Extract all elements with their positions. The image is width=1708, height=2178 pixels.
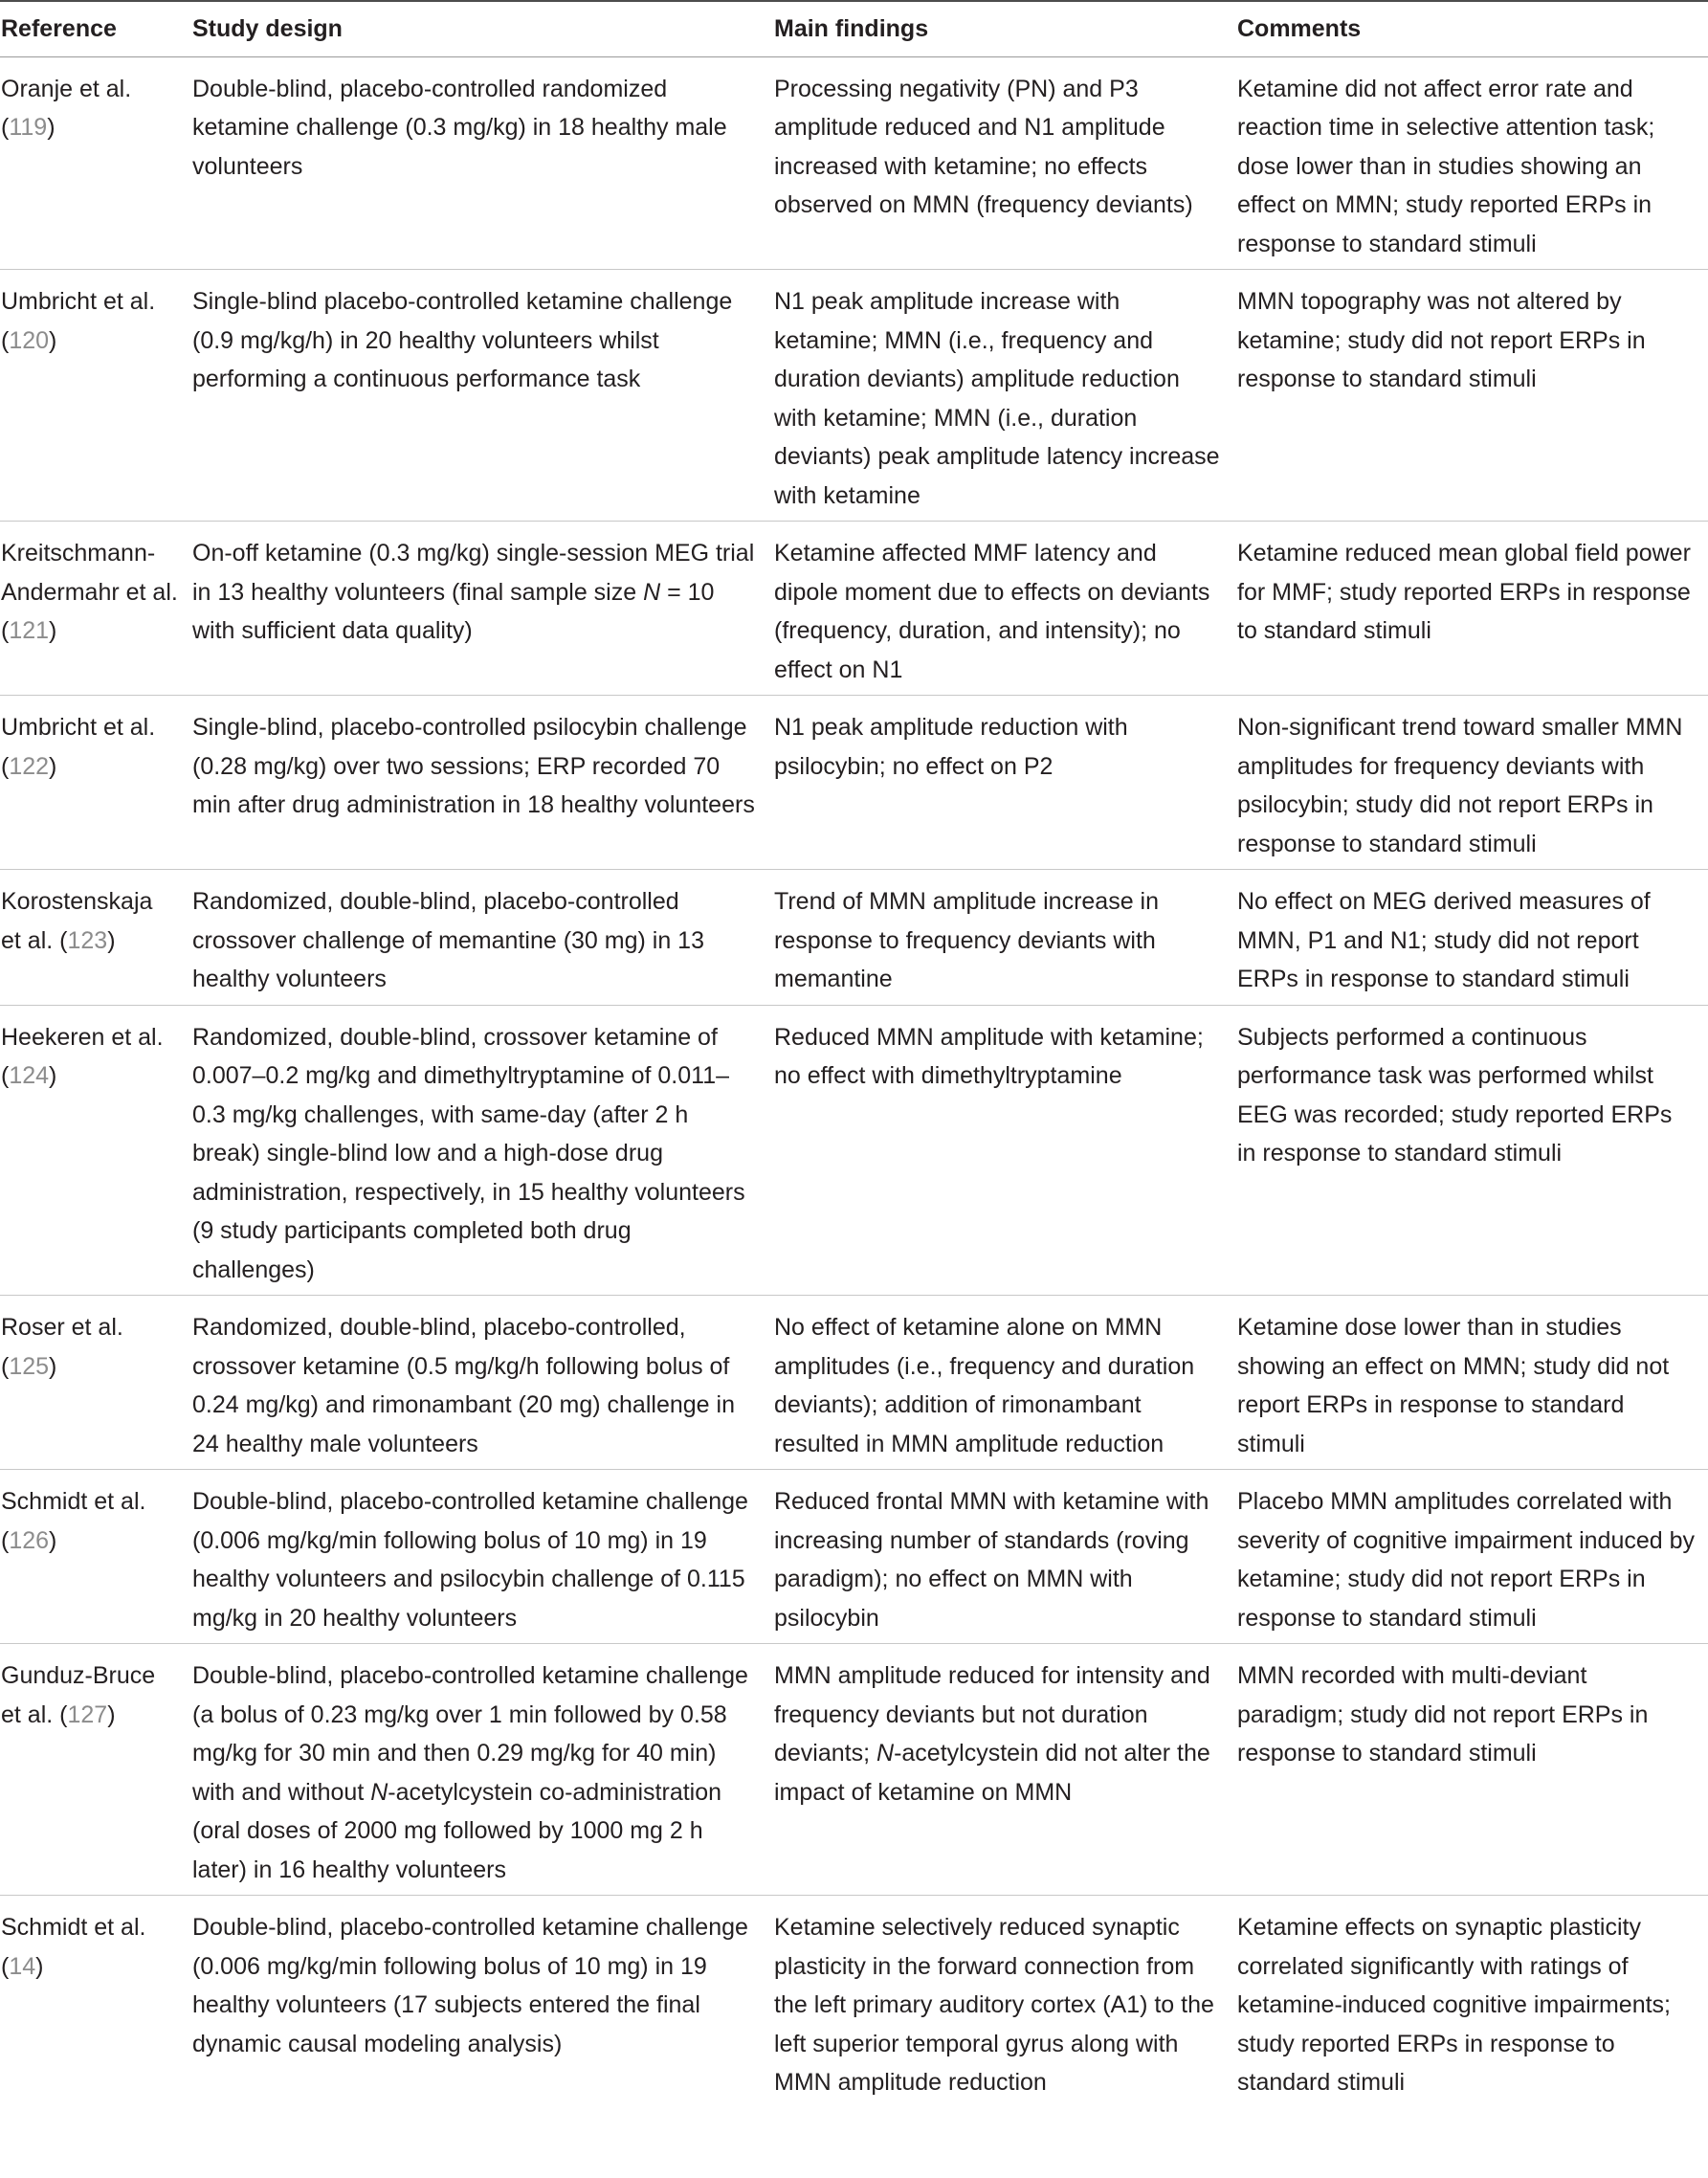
ref-link[interactable]: 123 xyxy=(67,926,108,954)
ref-close: ) xyxy=(49,617,57,644)
table-row xyxy=(0,1296,1708,1470)
ref-author: Kreitschmann-Andermahr et al. xyxy=(1,540,178,606)
ref-open: ( xyxy=(1,617,10,644)
ref-author: Umbricht et al. xyxy=(1,714,156,741)
reference-cell xyxy=(0,1470,191,1644)
reference-cell xyxy=(0,56,191,270)
ref-link[interactable]: 122 xyxy=(9,752,50,780)
design-text-post: = 10 with sufficient data quality) xyxy=(192,578,715,644)
study-design-cell: Randomized, double-blind, crossover ketamine of 0.007–0.2 mg/kg and dimethyltryptamine of 0.011–0.3 mg/kg challenges, with same-day (after 2 h break) single-blind low and a high-dose drug administration, respectively, in 15 healthy volunteers (9 study participants completed both drug challenges) xyxy=(191,1005,773,1296)
comments-cell: MMN recorded with multi-deviant paradigm; study did not report ERPs in response to standard stimuli xyxy=(1236,1644,1708,1896)
main-findings-cell: No effect of ketamine alone on MMN amplitudes (i.e., frequency and duration deviants); addition of rimonambant resulted in MMN amplitude reduction xyxy=(773,1296,1236,1470)
ref-link[interactable]: 126 xyxy=(9,1526,50,1554)
reference-cell xyxy=(0,1296,191,1470)
reference-cell xyxy=(0,696,191,870)
header-reference: Reference xyxy=(0,1,191,56)
ref-open: ( xyxy=(59,926,68,954)
study-design-cell: Double-blind, placebo-controlled ketamine challenge (0.006 mg/kg/min following bolus of 10 mg) in 19 healthy volunteers (17 subjects entered the final dynamic causal modeling analysis) xyxy=(192,1914,748,2057)
study-design-cell: Single-blind, placebo-controlled psilocybin challenge (0.28 mg/kg) over two sessions; ERP recorded 70 min after drug administration in 18 healthy volunteers xyxy=(191,696,773,870)
ref-close: ) xyxy=(49,752,57,780)
design-text-italic: N xyxy=(643,578,661,606)
table-row xyxy=(0,1896,1708,2108)
ref-open: ( xyxy=(1,1352,10,1380)
main-findings-cell: N1 peak amplitude reduction with psilocybin; no effect on P2 xyxy=(773,696,1236,870)
ref-author: Oranje et al. xyxy=(1,75,132,102)
header-study-design: Study design xyxy=(191,1,773,56)
study-design-cell: Randomized, double-blind, placebo-controlled crossover challenge of memantine (30 mg) in 13 healthy volunteers xyxy=(191,870,773,1006)
ref-author: Gunduz-Bruce et al. xyxy=(1,1662,156,1728)
main-findings-cell: Processing negativity (PN) and P3 amplitude reduced and N1 amplitude increased with ketamine; no effects observed on MMN (frequency deviants) xyxy=(773,56,1236,270)
main-findings-cell: Reduced frontal MMN with ketamine with increasing number of standards (roving paradigm); no effect on MMN with psilocybin xyxy=(773,1470,1236,1644)
table-row xyxy=(0,1005,1708,1296)
reference-cell xyxy=(0,1896,191,2108)
comments-cell: Ketamine did not affect error rate and reaction time in selective attention task; dose lower than in studies showing an effect on MMN; study reported ERPs in response to standard stimuli xyxy=(1236,56,1708,270)
ref-close: ) xyxy=(47,114,55,141)
findings-text-italic: N xyxy=(876,1740,895,1767)
comments-cell: Subjects performed a continuous performance task was performed whilst EEG was recorded; study reported ERPs in response to standard stimuli xyxy=(1236,1005,1708,1296)
ref-open: ( xyxy=(59,1700,68,1728)
ref-author: Heekeren et al. xyxy=(1,1023,164,1051)
ref-close: ) xyxy=(49,1352,57,1380)
study-design-cell: Randomized, double-blind, placebo-controlled, crossover ketamine (0.5 mg/kg/h following bolus of 0.24 mg/kg) and rimonambant (20 mg) challenge in 24 healthy male volunteers xyxy=(191,1296,773,1470)
table-body xyxy=(0,56,1708,2108)
design-text-pre: On-off ketamine (0.3 mg/kg) single-session MEG trial in 13 healthy volunteers (final sample size xyxy=(192,540,755,606)
ref-open: ( xyxy=(1,114,10,141)
ref-close: ) xyxy=(107,1700,116,1728)
ref-open: ( xyxy=(1,1526,10,1554)
ref-link[interactable]: 120 xyxy=(9,326,50,354)
table-row xyxy=(0,56,1708,270)
study-design-cell: Double-blind, placebo-controlled ketamine challenge (0.006 mg/kg/min following bolus of 10 mg) in 19 healthy volunteers and psilocybin challenge of 0.115 mg/kg in 20 healthy volunteers xyxy=(191,1470,773,1644)
comments-cell: Ketamine reduced mean global field power for MMF; study reported ERPs in response to standard stimuli xyxy=(1236,522,1708,696)
comments-cell: No effect on MEG derived measures of MMN, P1 and N1; study did not report ERPs in response to standard stimuli xyxy=(1236,870,1708,1006)
ref-link[interactable]: 125 xyxy=(9,1352,50,1380)
ref-author: Roser et al. xyxy=(1,1314,123,1341)
ref-open: ( xyxy=(1,326,10,354)
design-text-italic: N xyxy=(370,1778,388,1806)
main-findings-cell xyxy=(773,1644,1236,1896)
comments-cell: Placebo MMN amplitudes correlated with severity of cognitive impairment induced by ketamine; study did not report ERPs in response to standard stimuli xyxy=(1236,1470,1708,1644)
design-text-pre: Double-blind, placebo-controlled ketamine challenge (a bolus of 0.23 mg/kg over 1 min followed by 0.58 mg/kg for 30 min and then 0.29 mg/kg for 40 min) with and without xyxy=(192,1662,748,1806)
ref-open: ( xyxy=(1,1062,10,1089)
reference-cell xyxy=(0,870,191,1006)
ref-close: ) xyxy=(35,1952,44,1980)
main-findings-cell: N1 peak amplitude increase with ketamine; MMN (i.e., frequency and duration deviants) amplitude reduction with ketamine; MMN (i.e., duration deviants) peak amplitude latency increase with ketamine xyxy=(773,270,1236,522)
table-row xyxy=(0,1470,1708,1644)
header-main-findings: Main findings xyxy=(773,1,1236,56)
design-text-post: -acetylcystein co-administration (oral doses of 2000 mg followed by 1000 mg 2 h later) in 16 healthy volunteers xyxy=(192,1778,722,1883)
table-row xyxy=(0,1644,1708,1896)
ref-open: ( xyxy=(1,1952,10,1980)
comments-cell: Ketamine dose lower than in studies showing an effect on MMN; study did not report ERPs in response to standard stimuli xyxy=(1236,1296,1708,1470)
study-design-cell xyxy=(191,522,773,696)
ref-link[interactable]: 14 xyxy=(9,1952,36,1980)
comments-cell: MMN topography was not altered by ketamine; study did not report ERPs in response to standard stimuli xyxy=(1236,270,1708,522)
comments-cell: Non-significant trend toward smaller MMN amplitudes for frequency deviants with psilocybin; study did not report ERPs in response to standard stimuli xyxy=(1236,696,1708,870)
study-design-cell xyxy=(191,1644,773,1896)
table-row xyxy=(0,696,1708,870)
main-findings-cell: Trend of MMN amplitude increase in response to frequency deviants with memantine xyxy=(773,870,1236,1006)
ref-link[interactable]: 124 xyxy=(9,1062,50,1089)
ref-author: Umbricht et al. xyxy=(1,288,156,315)
ref-author: Korostenskaja et al. xyxy=(1,888,153,954)
header-row xyxy=(0,1,1708,56)
ref-close: ) xyxy=(49,1062,57,1089)
study-design-cell: Single-blind placebo-controlled ketamine challenge (0.9 mg/kg/h) in 20 healthy volunteers whilst performing a continuous performance task xyxy=(191,270,773,522)
table-row xyxy=(0,870,1708,1006)
table-row xyxy=(0,270,1708,522)
ref-link[interactable]: 121 xyxy=(9,617,50,644)
main-findings-cell: Ketamine affected MMF latency and dipole moment due to effects on deviants (frequency, duration, and intensity); no effect on N1 xyxy=(773,522,1236,696)
reference-cell xyxy=(0,1644,191,1896)
findings-text-post: -acetylcystein did not alter the impact of ketamine on MMN xyxy=(774,1740,1210,1806)
reference-cell xyxy=(0,270,191,522)
ref-close: ) xyxy=(49,1526,57,1554)
table-header xyxy=(0,1,1708,56)
findings-text-pre: MMN amplitude reduced for intensity and frequency deviants but not duration deviants; xyxy=(774,1662,1210,1767)
reference-cell xyxy=(0,522,191,696)
header-comments: Comments xyxy=(1236,1,1708,56)
main-findings-cell: Reduced MMN amplitude with ketamine; no effect with dimethyltryptamine xyxy=(773,1005,1236,1296)
ref-close: ) xyxy=(107,926,116,954)
main-findings-cell: Ketamine selectively reduced synaptic plasticity in the forward connection from the left primary auditory cortex (A1) to the left superior temporal gyrus along with MMN amplitude reduction xyxy=(774,1914,1214,2096)
ref-link[interactable]: 119 xyxy=(9,114,48,141)
comments-cell: Ketamine effects on synaptic plasticity correlated significantly with ratings of ketamine-induced cognitive impairments; study reported ERPs in response to standard stimuli xyxy=(1237,1914,1671,2096)
ref-author: Schmidt et al. xyxy=(1,1488,146,1515)
reference-cell xyxy=(0,1005,191,1296)
study-design-cell: Double-blind, placebo-controlled randomized ketamine challenge (0.3 mg/kg) in 18 healthy male volunteers xyxy=(191,56,773,270)
ref-close: ) xyxy=(49,326,57,354)
ref-link[interactable]: 127 xyxy=(67,1700,108,1728)
ref-open: ( xyxy=(1,752,10,780)
table-row xyxy=(0,522,1708,696)
ref-author: Schmidt et al. xyxy=(1,1914,146,1941)
